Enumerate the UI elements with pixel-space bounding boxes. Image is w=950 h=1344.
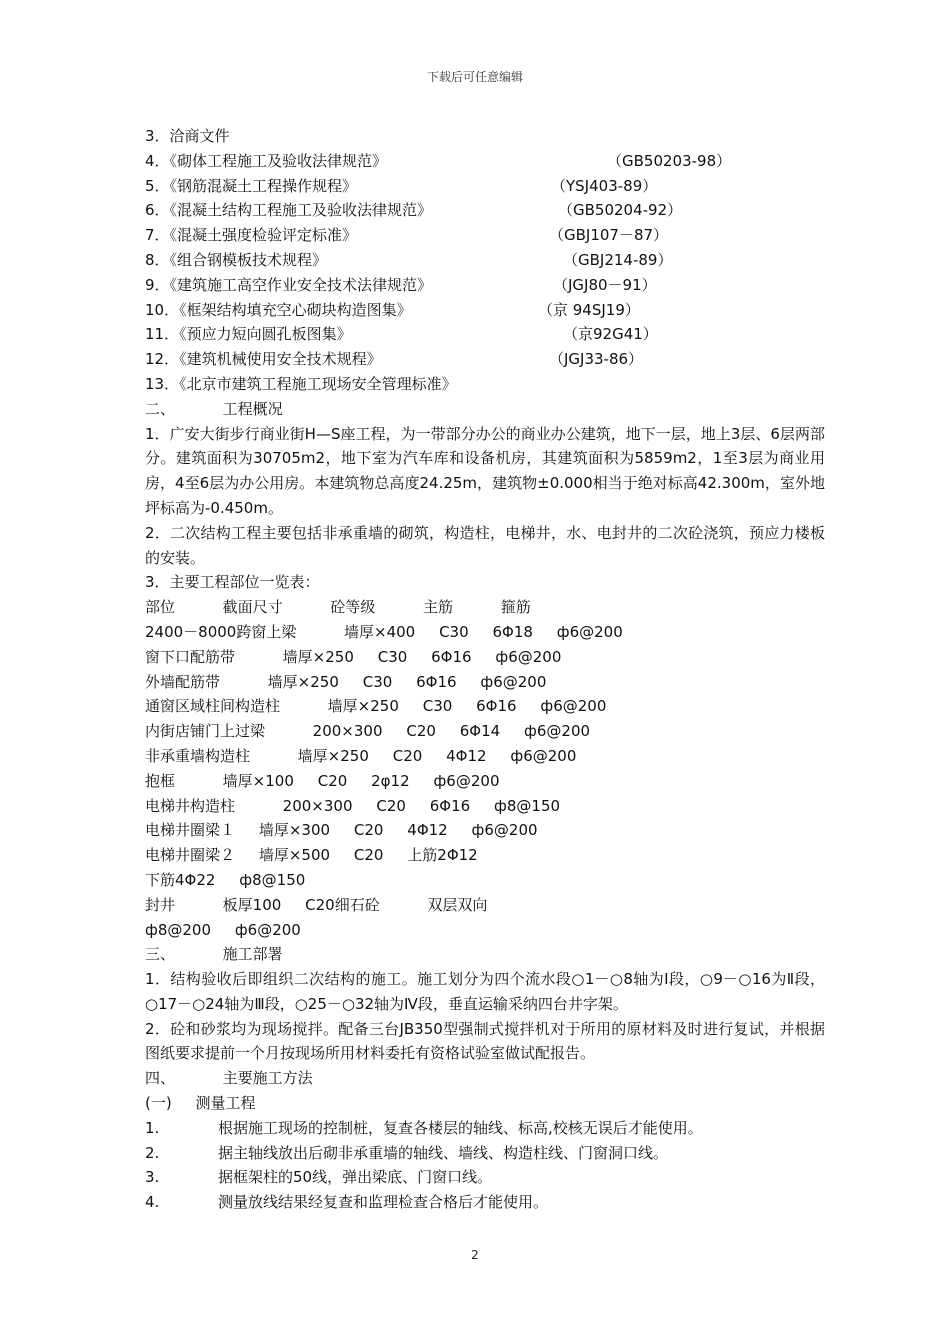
table-header-row: 部位 截面尺寸 砼等级 主筋 箍筋 (145, 598, 531, 617)
table-row: 窗下口配筋带 墙厚×250 C30 6Φ16 ф6@200 (145, 647, 562, 666)
table-row: ф8@200 ф6@200 (145, 920, 301, 939)
table-row: 抱框 墙厚×100 C20 2φ12 ф6@200 (145, 771, 500, 790)
reference-item: 3．洽商文件 (145, 127, 230, 145)
paragraph: 1．广安大街步行商业街H—S座工程，为一带部分办公的商业办公建筑，地下一层，地上3层、6层两部分。建筑面积为30705m2，地下室为汽车库和设备机房，其建筑面积为5859m2，1至3层为商业用房，4至6层为办公用房。本建筑物总高度24.25m，建筑物±0.000相当于绝对标高42.300m，室外地坪标高为-0.450m。 (145, 424, 825, 517)
reference-item: 6．《混凝土结构工程施工及验收法律规范》 （GB50204-92） (145, 201, 683, 220)
reference-item: 9．《建筑施工高空作业安全技术法律规范》 （JGJ80－91） (145, 275, 657, 294)
table-row: 封井 板厚100 C20细石砼 双层双向 (145, 895, 488, 914)
reference-item: 4．《砌体工程施工及验收法律规范》 （GB50203-98） (145, 151, 732, 170)
paragraph: 2．二次结构工程主要包括非承重墙的砌筑，构造柱，电梯井，水、电封井的二次砼浇筑，预应力楼板的安装。 (145, 523, 825, 567)
step-item: 1. 根据施工现场的控制桩，复查各楼层的轴线、标高,校核无误后才能使用。 (145, 1118, 703, 1137)
table-row: 电梯井圈梁２ 墙厚×500 C20 上筋2Φ12 (145, 846, 478, 865)
section-heading: 三、 施工部署 (145, 945, 283, 964)
reference-item: 5．《钢筋混凝土工程操作规程》 （YSJ403-89） (145, 176, 658, 195)
page-header: 下载后可任意编辑 (426, 70, 523, 84)
parts-table (145, 595, 825, 942)
reference-item: 7．《混凝土强度检验评定标准》 （GBJ107－87） (145, 226, 669, 245)
section-heading: 四、 主要施工方法 (145, 1069, 313, 1088)
table-row: 通窗区域柱间构造柱 墙厚×250 C30 6Φ16 ф6@200 (145, 697, 607, 716)
reference-item: 11．《预应力短向圆孔板图集》 （京92G41） (145, 325, 658, 344)
document-body (145, 124, 825, 1215)
step-item: 2. 据主轴线放出后砌非承重墙的轴线、墙线、构造柱线、门窗洞口线。 (145, 1143, 669, 1162)
table-row: 电梯井构造柱 200×300 C20 6Φ16 ф8@150 (145, 796, 561, 815)
table-row: 非承重墙构造柱 墙厚×250 C20 4Φ12 ф6@200 (145, 746, 577, 765)
reference-item: 10．《框架结构填充空心砌块构造图集》 （京 94SJ19） (145, 300, 640, 319)
section-heading: 二、 工程概况 (145, 399, 283, 418)
page-number: 2 (471, 1248, 479, 1262)
paragraph: 2．砼和砂浆均为现场搅拌。配备三台JB350型强制式搅拌机对于所用的原材料及时进行复试，并根据图纸要求提前一个月按现场所用材料委托有资格试验室做试配报告。 (145, 1019, 825, 1063)
reference-list (145, 124, 825, 397)
table-row: 内街店铺门上过梁 200×300 C20 6Φ14 ф6@200 (145, 722, 591, 741)
step-item: 3. 据框架柱的50线，弹出梁底、门窗口线。 (145, 1168, 493, 1187)
paragraph: 1．结构验收后即组织二次结构的施工。施工划分为四个流水段○1－○8轴为Ⅰ段，○9－○16为Ⅱ段，○17－○24轴为Ⅲ段，○25－○32轴为Ⅳ段，垂直运输采纳四台井字架。 (145, 970, 825, 1013)
step-item: 4. 测量放线结果经复查和监理检查合格后才能使用。 (145, 1193, 549, 1212)
reference-item: 12．《建筑机械使用安全技术规程》 （JGJ33-86） (145, 350, 644, 369)
subsection-heading: (一) 测量工程 (145, 1094, 256, 1113)
table-row: 2400－8000跨窗上梁 墙厚×400 C30 6Φ18 ф6@200 (145, 622, 623, 641)
reference-item: 8．《组合钢模板技术规程》 （GBJ214-89） (145, 250, 673, 269)
table-intro: 3．主要工程部位一览表： (145, 573, 320, 592)
table-row: 下筋4Φ22 ф8@150 (145, 870, 306, 889)
table-row: 电梯井圈梁１ 墙厚×300 C20 4Φ12 ф6@200 (145, 821, 538, 840)
table-row: 外墙配筋带 墙厚×250 C30 6Φ16 ф6@200 (145, 672, 547, 691)
reference-item: 13．《北京市建筑工程施工现场安全管理标准》 (145, 374, 457, 393)
